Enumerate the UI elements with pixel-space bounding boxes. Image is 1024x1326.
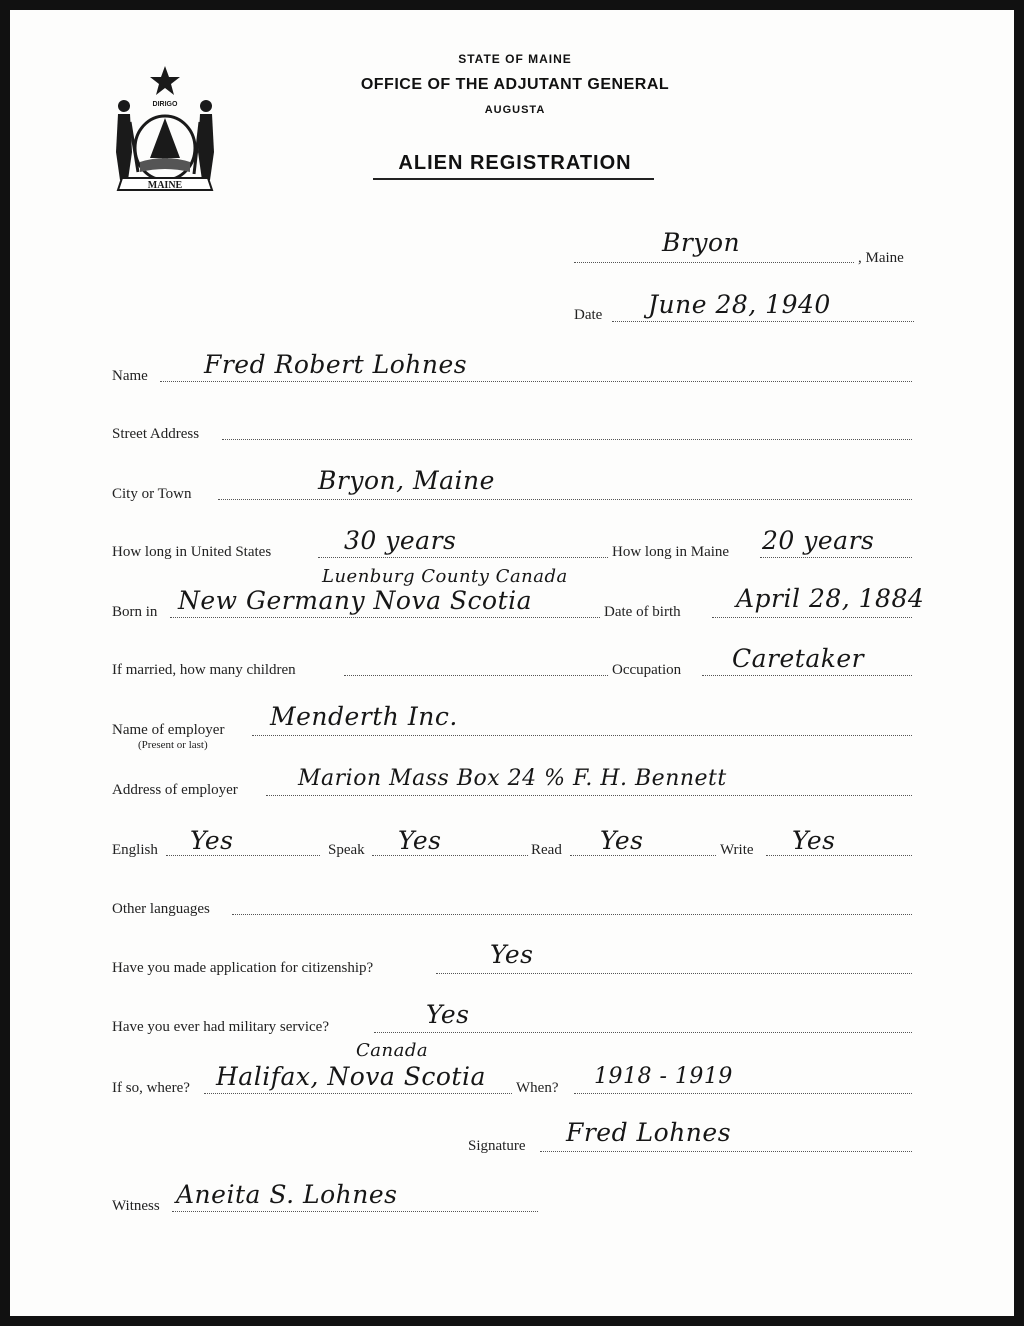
read-value[interactable]: Yes (600, 826, 644, 855)
title-underline (373, 178, 654, 180)
date-line (612, 321, 914, 322)
street-line (222, 439, 912, 440)
write-line (766, 855, 912, 856)
english-line (166, 855, 320, 856)
scan-border-right (1014, 0, 1024, 1326)
write-value[interactable]: Yes (792, 826, 836, 855)
town-line (574, 262, 854, 263)
children-label: If married, how many children (112, 662, 296, 678)
birthplace-value[interactable]: New Germany Nova Scotia (178, 586, 533, 615)
speak-line (372, 855, 528, 856)
other-languages-label: Other languages (112, 901, 210, 917)
employer-line (252, 735, 912, 736)
military-label: Have you ever had military service? (112, 1019, 329, 1035)
town-value[interactable]: Bryon (662, 228, 741, 257)
witness-line (172, 1211, 538, 1212)
seal-ribbon-text: MAINE (147, 180, 183, 191)
office-heading: OFFICE OF THE ADJUTANT GENERAL (360, 76, 670, 93)
children-line (344, 675, 608, 676)
maine-state-seal-icon (110, 62, 220, 194)
write-label: Write (720, 842, 754, 858)
read-label: Read (531, 842, 562, 858)
employer-address-label: Address of employer (112, 782, 238, 798)
employer-sublabel: (Present or last) (138, 739, 208, 751)
date-label: Date (574, 307, 603, 323)
employer-address-value[interactable]: Marion Mass Box 24 % F. H. Bennett (298, 766, 727, 791)
service-location-note: Canada (356, 1040, 429, 1061)
name-line (160, 381, 912, 382)
witness-label: Witness (112, 1198, 160, 1214)
occupation-line (702, 675, 912, 676)
maine-duration-value[interactable]: 20 years (762, 526, 875, 555)
city-line (218, 499, 912, 500)
city-heading: AUGUSTA (484, 104, 546, 116)
witness-value[interactable]: Aneita S. Lohnes (176, 1180, 398, 1209)
speak-label: Speak (328, 842, 365, 858)
city-value[interactable]: Bryon, Maine (318, 466, 495, 495)
maine-duration-line (760, 557, 912, 558)
birthplace-label: Born in (112, 604, 158, 620)
military-value[interactable]: Yes (426, 1000, 470, 1029)
svg-text:DIRIGO: DIRIGO (152, 101, 178, 108)
us-duration-label: How long in United States (112, 544, 272, 560)
other-languages-line (232, 914, 912, 915)
city-label: City or Town (112, 486, 192, 502)
state-heading: STATE OF MAINE (458, 52, 572, 66)
town-suffix-label: , Maine (858, 250, 904, 266)
signature-value[interactable]: Fred Lohnes (566, 1118, 732, 1147)
scan-border-left (0, 0, 10, 1326)
name-value[interactable]: Fred Robert Lohnes (204, 350, 468, 379)
citizenship-line (436, 973, 912, 974)
maine-duration-label: How long in Maine (612, 544, 730, 560)
dob-line (712, 617, 912, 618)
us-duration-line (318, 557, 608, 558)
scan-border-bottom (0, 1316, 1024, 1326)
employer-value[interactable]: Menderth Inc. (270, 702, 458, 731)
employer-label: Name of employer (112, 722, 225, 738)
scan-border-top (0, 0, 1024, 10)
citizenship-value[interactable]: Yes (490, 940, 534, 969)
service-period-line (574, 1093, 912, 1094)
service-period-label: When? (516, 1080, 559, 1096)
birthplace-note: Luenburg County Canada (322, 566, 568, 587)
street-label: Street Address (112, 426, 200, 442)
english-value[interactable]: Yes (190, 826, 234, 855)
speak-value[interactable]: Yes (398, 826, 442, 855)
dob-value[interactable]: April 28, 1884 (736, 584, 925, 613)
us-duration-value[interactable]: 30 years (344, 526, 457, 555)
service-location-value[interactable]: Halifax, Nova Scotia (216, 1062, 486, 1091)
signature-label: Signature (468, 1138, 526, 1154)
occupation-value[interactable]: Caretaker (732, 644, 865, 673)
read-line (570, 855, 716, 856)
date-value[interactable]: June 28, 1940 (648, 290, 831, 319)
birthplace-line (170, 617, 600, 618)
english-label: English (112, 842, 158, 858)
service-location-label: If so, where? (112, 1080, 190, 1096)
occupation-label: Occupation (612, 662, 682, 678)
signature-line (540, 1151, 912, 1152)
dob-label: Date of birth (604, 604, 681, 620)
service-location-line (204, 1093, 512, 1094)
employer-address-line (266, 795, 912, 796)
service-period-value[interactable]: 1918 - 1919 (594, 1064, 733, 1089)
name-label: Name (112, 368, 148, 384)
military-line (374, 1032, 912, 1033)
citizenship-label: Have you made application for citizenship? (112, 960, 374, 976)
form-title: ALIEN REGISTRATION (398, 152, 632, 174)
